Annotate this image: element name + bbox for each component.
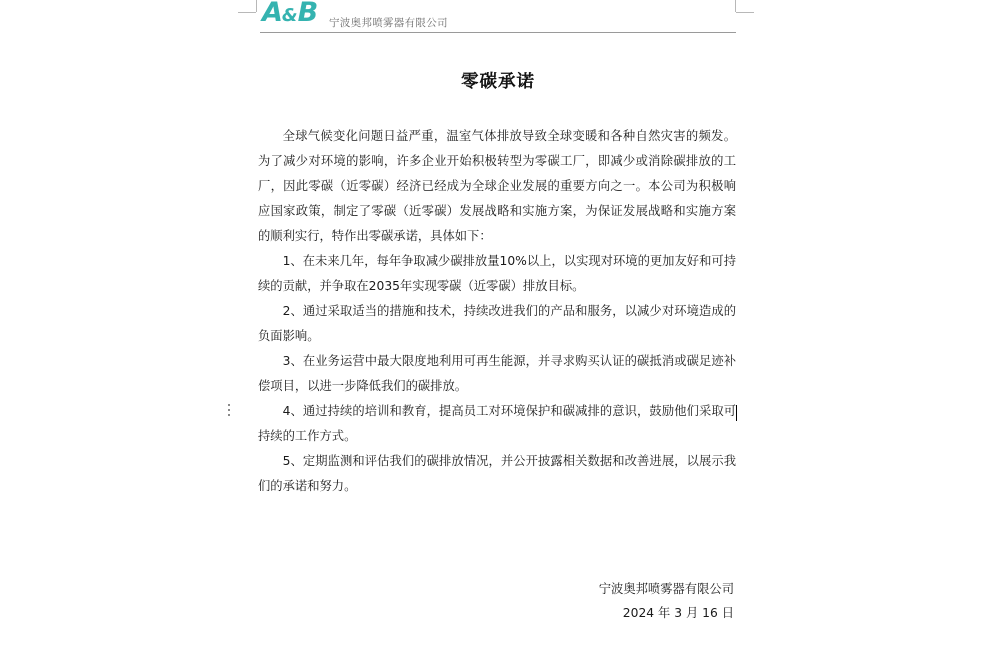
paragraph-drag-handle-icon[interactable] [227, 404, 231, 420]
text-cursor [736, 405, 737, 421]
document-body[interactable] [258, 124, 736, 499]
header-company-name: 宁波奥邦喷雾器有限公司 [329, 17, 448, 29]
logo-ampersand: & [281, 5, 298, 26]
document-title[interactable]: 零碳承诺 [461, 72, 535, 92]
intro-paragraph[interactable]: 全球气候变化问题日益严重，温室气体排放导致全球变暖和各种自然灾害的频发。为了减少对环境的影响，许多企业开始积极转型为零碳工厂，即减少或消除碳排放的工厂，因此零碳（近零碳）经济已经成为全球企业发展的重要方向之一。本公司为积极响应国家政策，制定了零碳（近零碳）发展战略和实施方案，为保证发展战略和实施方案的顺利实行，特作出零碳承诺，具体如下： [258, 129, 736, 243]
logo-letter-b: B [297, 0, 318, 28]
logo-letter-a: A [262, 0, 282, 28]
crop-mark-top-right [736, 12, 754, 13]
commitment-item-1[interactable]: 1、在未来几年，每年争取减少碳排放量10%以上，以实现对环境的更加友好和可持续的贡献，并争取在2035年实现零碳（近零碳）排放目标。 [258, 254, 736, 293]
crop-mark-top-left [238, 12, 256, 13]
commitment-item-2[interactable]: 2、通过采取适当的措施和技术，持续改进我们的产品和服务，以减少对环境造成的负面影响。 [258, 304, 736, 343]
crop-mark-top-right [735, 0, 736, 12]
crop-mark-top-left [256, 0, 257, 12]
signature-company[interactable]: 宁波奥邦喷雾器有限公司 [598, 582, 734, 596]
signature-date[interactable]: 2024 年 3 月 16 日 [622, 606, 734, 620]
commitment-item-4[interactable]: 4、通过持续的培训和教育，提高员工对环境保护和碳减排的意识，鼓励他们采取可持续的工作方式。 [258, 404, 736, 443]
signature-block[interactable] [599, 577, 734, 625]
company-logo [262, 0, 317, 32]
commitment-item-3[interactable]: 3、在业务运营中最大限度地利用可再生能源，并寻求购买认证的碳抵消或碳足迹补偿项目，以进一步降低我们的碳排放。 [258, 354, 736, 393]
commitment-item-5[interactable]: 5、定期监测和评估我们的碳排放情况，并公开披露相关数据和改善进展，以展示我们的承诺和努力。 [258, 454, 736, 493]
header-divider [260, 32, 736, 33]
